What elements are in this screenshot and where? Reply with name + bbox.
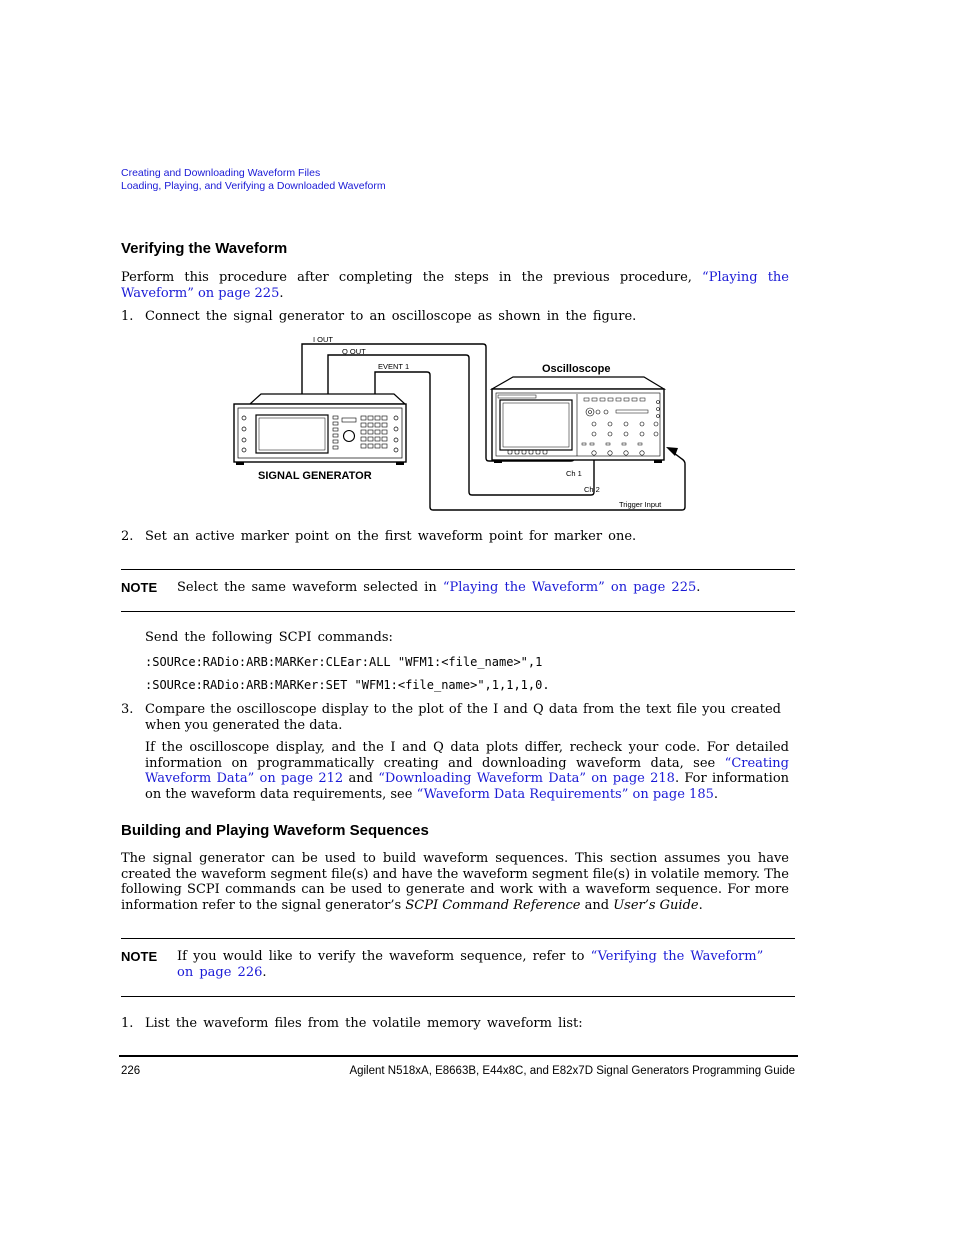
intro-paragraph [121,270,789,301]
oscilloscope-illustration [492,377,664,463]
step3-detail-paragraph [145,740,789,803]
users-guide-title: User’s Guide [613,898,699,914]
note1-top-rule [121,569,795,570]
breadcrumb-section-link[interactable]: Loading, Playing, and Verifying a Downloaded Waveform [121,179,386,192]
note1-bottom-rule [121,611,795,612]
note2-top-rule [121,938,795,939]
list-step-text: List the waveform files from the volatile memory waveform list: [145,1016,583,1031]
footer-title: Agilent N518xA, E8663B, E44x8C, and E82x7D Signal Generators Programming Guide [349,1065,795,1077]
note2-label: NOTE [121,949,158,964]
page-number: 226 [121,1065,141,1077]
note2-end: . [262,964,267,980]
note2-text [177,949,767,980]
scpi-command-clear: :SOURce:RADio:ARB:MARKer:CLEar:ALL "WFM1:<file_name>",1 [145,655,543,669]
breadcrumb-chapter-link[interactable]: Creating and Downloading Waveform Files [121,167,321,179]
step3-detail-a: If the oscilloscope display, and the I and Q data plots differ, recheck your code. For detailed information on programmatically creating and downloading waveform data, see [145,740,789,771]
sequences-text-b: and [580,898,614,914]
note2-verifying-waveform-link[interactable]: “Verifying the Waveform” on page 226 [177,949,764,980]
oscilloscope-label: Oscilloscope [542,363,611,375]
signal-generator-label: SIGNAL GENERATOR [258,470,372,482]
step2-number: 2. [121,529,134,544]
section-heading-verifying: Verifying the Waveform [121,240,288,257]
note2-body: If you would like to verify the waveform sequence, refer to [177,949,591,964]
trigger-input-label: Trigger Input [619,500,662,509]
note1-text [177,580,789,596]
ch2-label: Ch 2 [584,485,600,494]
step2-text: Set an active marker point on the first waveform point for marker one. [145,529,637,544]
section-heading-sequences: Building and Playing Waveform Sequences [121,822,429,839]
step3-number: 3. [121,702,134,717]
note2-bottom-rule [121,996,795,997]
step1-number: 1. [121,309,134,324]
downloading-waveform-data-link[interactable]: “Downloading Waveform Data” on page 218 [378,771,675,787]
list-step-number: 1. [121,1016,134,1031]
waveform-data-requirements-link[interactable]: “Waveform Data Requirements” on page 185 [416,787,714,803]
note1-end: . [696,580,701,595]
scpi-command-set [145,678,550,692]
sequences-text-a: The signal generator can be used to build waveform sequences. This section assumes you have created the waveform segment file(s) and have the waveform segment file(s) in volatile memory. The following SCPI commands can be used to generate and work with a waveform sequence. For more information refer to the signal generator’s [121,851,789,914]
step1-text: Connect the signal generator to an oscilloscope as shown in the figure. [145,309,637,324]
scpi-command-set-text: :SOURce:RADio:ARB:MARKer:SET "WFM1:<file_name>",1,1,1,0 [145,678,543,692]
q-out-label: Q OUT [342,347,366,356]
step3-text: Compare the oscilloscope display to the plot of the I and Q data from the text file you created when you generated the data. [145,702,781,733]
playing-waveform-link[interactable]: “Playing the Waveform” on page 225 [121,270,789,301]
connection-diagram [230,332,695,517]
i-out-label: I OUT [313,335,333,344]
footer-rule [119,1055,798,1057]
ch1-label: Ch 1 [566,469,582,478]
note1-body: Select the same waveform selected in [177,580,443,595]
signal-generator-illustration [234,394,406,465]
scpi-command-set-end: . [542,678,550,692]
intro-text: Perform this procedure after completing the steps in the previous procedure, [121,270,703,285]
sequences-text-c: . [698,898,703,914]
note1-label: NOTE [121,580,158,595]
step3-detail-b: and [343,771,379,787]
note1-playing-waveform-link[interactable]: “Playing the Waveform” on page 225 [442,580,697,595]
scpi-intro: Send the following SCPI commands: [145,630,393,645]
breadcrumb [121,167,386,192]
intro-end: . [279,285,284,301]
step3-detail-c: . For information on the waveform data requirements, see [145,771,790,803]
step3-detail-d: . [713,787,719,803]
scpi-command-reference-title: SCPI Command Reference [405,898,581,914]
event1-label: EVENT 1 [378,362,410,371]
creating-waveform-data-link[interactable]: “Creating Waveform Data” on page 212 [145,755,789,787]
sequences-paragraph [121,851,789,914]
